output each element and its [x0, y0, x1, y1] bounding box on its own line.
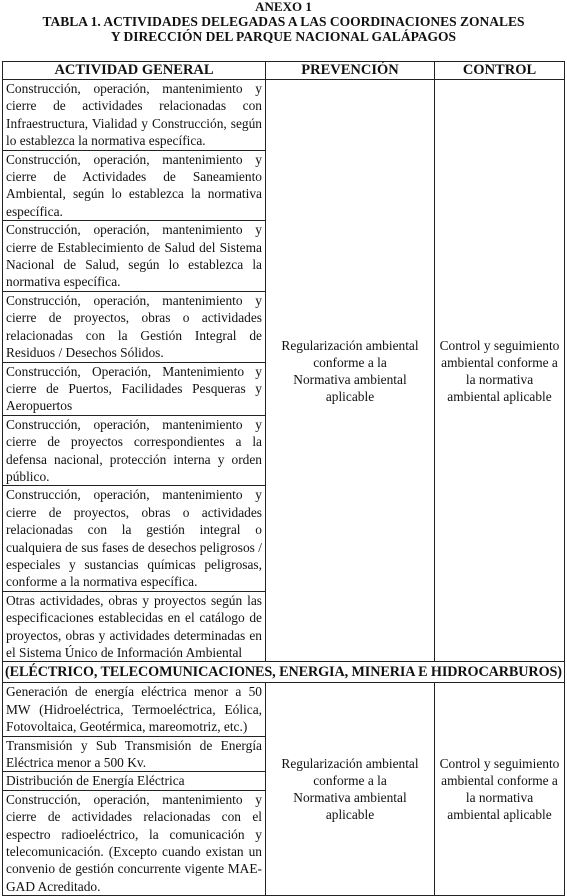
- table-title: [0, 14, 567, 44]
- table-title-line-1: TABLA 1. ACTIVIDADES DELEGADAS A LAS COORDINACIONES ZONALES: [42, 14, 525, 29]
- control-text-line: Control y seguimiento: [439, 756, 560, 772]
- prevention-cell: [266, 683, 435, 896]
- control-cell: [435, 80, 565, 662]
- prevention-text-line: conforme a la: [313, 773, 387, 789]
- control-cell: [435, 683, 565, 896]
- activity-cell: Distribución de Energía Eléctrica: [3, 772, 266, 790]
- activity-cell: Construcción, operación, mantenimiento y cierre de actividades relacionadas con Infraestructura, Vialidad y Construcción, según lo establezca la normativa específica.: [3, 80, 266, 151]
- prevention-text-line: Normativa ambiental aplicable: [293, 371, 407, 404]
- activities-table: [2, 61, 565, 896]
- control-text-line: ambiental aplicable: [447, 807, 552, 823]
- activity-cell: Construcción, operación, mantenimiento y cierre de proyectos, obras o actividades relacionadas con la gestión integral o cualquiera de sus fases de desechos peligrosos / especiales y sustancias químicas peligrosas, conforme a la normativa específica.: [3, 486, 266, 591]
- activity-cell: Construcción, Operación, Mantenimiento y cierre de Puertos, Facilidades Pesqueras y Aeropuertos: [3, 362, 266, 415]
- column-header-control: CONTROL: [435, 62, 565, 80]
- control-text-line: Control y seguimiento: [439, 337, 560, 353]
- control-text-line: ambiental conforme a: [441, 773, 558, 789]
- column-header-activity: ACTIVIDAD GENERAL: [3, 62, 266, 80]
- prevention-text-line: conforme a la: [313, 354, 387, 370]
- column-header-prevention: PREVENCIÓN: [266, 62, 435, 80]
- annex-label: ANEXO 1: [255, 0, 312, 14]
- table-title-line-2: Y DIRECCIÓN DEL PARQUE NACIONAL GALÁPAGOS: [110, 29, 457, 44]
- control-text-line: ambiental aplicable: [447, 388, 552, 404]
- activity-cell: Otras actividades, obras y proyectos según las especificaciones establecidas en el catálogo de proyectos, obras y actividades determinadas en el Sistema Único de Información Ambiental: [3, 591, 266, 662]
- table-header-row: [3, 62, 565, 80]
- prevention-cell: [266, 80, 435, 662]
- prevention-text-line: Regularización ambiental: [281, 756, 419, 772]
- activity-cell: Generación de energía eléctrica menor a 50 MW (Hidroeléctrica, Termoeléctrica, Eólica, Fotovoltaica, Geotérmica, mareomotriz, etc.): [3, 683, 266, 736]
- activity-cell: Construcción, operación, mantenimiento y cierre de Establecimiento de Salud del Sistema Nacional de Salud, según lo establezca la normativa específica.: [3, 221, 266, 292]
- control-text-line: la normativa: [465, 790, 534, 806]
- table-row: [3, 80, 565, 151]
- control-text-line: la normativa: [465, 371, 534, 387]
- activity-cell: Construcción, operación, mantenimiento y cierre de actividades relacionadas con el espectro radioeléctrico, la comunicación y telecomunicación. (Excepto cuando existan un convenio de gestión concurrente vigente MAE-GAD Acreditado.: [3, 790, 266, 895]
- section-title: (ELÉCTRICO, TELECOMUNICACIONES, ENERGIA, MINERIA E HIDROCARBUROS): [3, 662, 565, 683]
- prevention-text-line: Regularización ambiental: [281, 337, 419, 353]
- activity-cell: Construcción, operación, mantenimiento y cierre de Actividades de Saneamiento Ambiental, según lo establezca la normativa específica.: [3, 150, 266, 221]
- table-row: [3, 683, 565, 736]
- activity-cell: Construcción, operación, mantenimiento y cierre de proyectos, obras o actividades relacionadas con la Gestión Integral de Residuos / Desechos Sólidos.: [3, 291, 266, 362]
- activity-cell: Transmisión y Sub Transmisión de Energía Eléctrica menor a 500 Kv.: [3, 736, 266, 772]
- prevention-text-line: Normativa ambiental aplicable: [293, 790, 407, 823]
- activity-cell: Construcción, operación, mantenimiento y cierre de proyectos correspondientes a la defensa nacional, protección interna y orden público.: [3, 415, 266, 486]
- section-row: [3, 662, 565, 683]
- control-text-line: ambiental conforme a: [441, 354, 558, 370]
